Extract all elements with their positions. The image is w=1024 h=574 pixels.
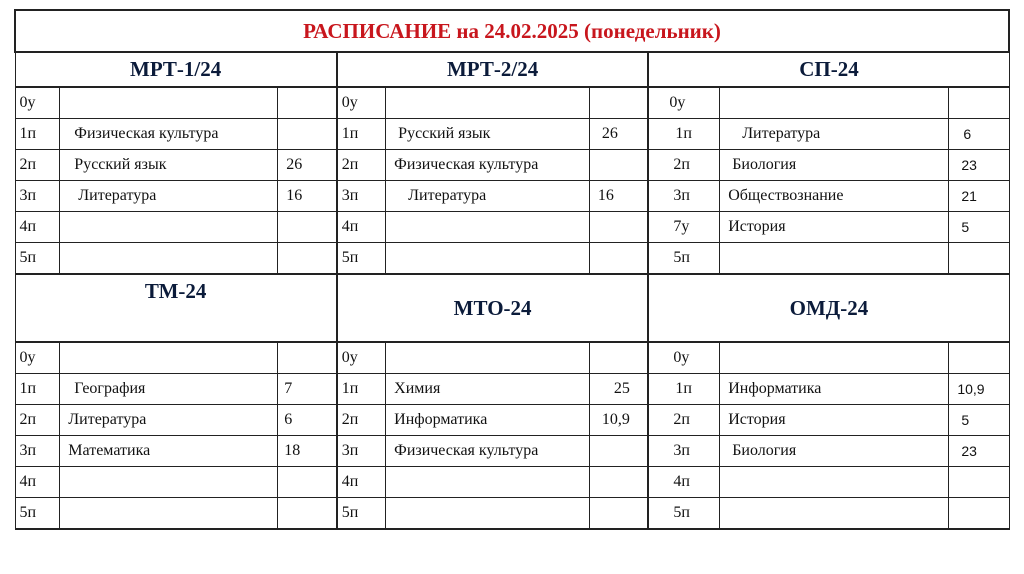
lesson-number: 1п <box>337 374 386 405</box>
room <box>589 150 648 181</box>
lesson-row <box>15 467 1009 498</box>
lesson-number: 4п <box>648 467 719 498</box>
room: 5 <box>949 212 1009 243</box>
lesson-number: 4п <box>337 212 386 243</box>
lesson-number: 4п <box>337 467 386 498</box>
schedule-sheet <box>14 9 1010 530</box>
schedule-table <box>14 9 1010 530</box>
subject: Литература <box>60 181 278 212</box>
room: 5 <box>949 405 1009 436</box>
subject <box>386 243 590 275</box>
subject <box>60 342 278 374</box>
room: 16 <box>278 181 337 212</box>
lesson-row <box>15 87 1009 119</box>
lesson-number: 2п <box>15 405 60 436</box>
room <box>949 87 1009 119</box>
lesson-number: 5п <box>15 243 60 275</box>
lesson-number: 2п <box>337 405 386 436</box>
lesson-number: 3п <box>648 181 719 212</box>
room: 7 <box>278 374 337 405</box>
subject <box>60 498 278 530</box>
room <box>278 243 337 275</box>
room: 23 <box>949 150 1009 181</box>
schedule-title: РАСПИСАНИЕ на 24.02.2025 (понедельник) <box>15 10 1009 52</box>
group-header: ОМД-24 <box>648 274 1009 342</box>
lesson-number: 0у <box>648 342 719 374</box>
subject: География <box>60 374 278 405</box>
lesson-number: 1п <box>15 119 60 150</box>
subject <box>386 467 590 498</box>
lesson-number: 1п <box>337 119 386 150</box>
lesson-number: 2п <box>337 150 386 181</box>
lesson-number: 5п <box>648 498 719 530</box>
group-header-row <box>15 274 1009 342</box>
room: 18 <box>278 436 337 467</box>
room <box>278 467 337 498</box>
subject: Физическая культура <box>386 150 590 181</box>
room <box>949 342 1009 374</box>
lesson-number: 2п <box>648 405 719 436</box>
group-header: МТО-24 <box>337 274 649 342</box>
room <box>278 498 337 530</box>
group-header: МРТ-1/24 <box>15 52 337 87</box>
subject <box>720 243 949 275</box>
subject: Информатика <box>386 405 590 436</box>
lesson-row <box>15 150 1009 181</box>
lesson-number: 1п <box>648 374 719 405</box>
lesson-number: 3п <box>337 436 386 467</box>
room: 16 <box>589 181 648 212</box>
lesson-number: 2п <box>648 150 719 181</box>
room <box>589 467 648 498</box>
room <box>589 436 648 467</box>
subject: Литература <box>720 119 949 150</box>
lesson-number: 5п <box>15 498 60 530</box>
subject: История <box>720 405 949 436</box>
subject <box>60 212 278 243</box>
lesson-row <box>15 436 1009 467</box>
room <box>589 212 648 243</box>
lesson-number: 5п <box>648 243 719 275</box>
room: 26 <box>278 150 337 181</box>
room <box>949 243 1009 275</box>
subject <box>720 342 949 374</box>
lesson-row <box>15 243 1009 275</box>
room <box>589 498 648 530</box>
subject <box>720 498 949 530</box>
lesson-number: 0у <box>15 87 60 119</box>
subject: Литература <box>386 181 590 212</box>
room: 10,9 <box>949 374 1009 405</box>
room: 6 <box>949 119 1009 150</box>
lesson-number: 3п <box>15 436 60 467</box>
subject: Биология <box>720 150 949 181</box>
subject <box>60 87 278 119</box>
lesson-row <box>15 119 1009 150</box>
lesson-number: 0у <box>648 87 719 119</box>
subject <box>720 87 949 119</box>
room <box>278 212 337 243</box>
lesson-row <box>15 374 1009 405</box>
group-header: СП-24 <box>648 52 1009 87</box>
subject <box>386 498 590 530</box>
room: 21 <box>949 181 1009 212</box>
lesson-row <box>15 212 1009 243</box>
room <box>278 119 337 150</box>
title-row <box>15 10 1009 52</box>
subject: Физическая культура <box>60 119 278 150</box>
room: 23 <box>949 436 1009 467</box>
subject: Обществознание <box>720 181 949 212</box>
subject: История <box>720 212 949 243</box>
lesson-number: 0у <box>15 342 60 374</box>
subject: Русский язык <box>60 150 278 181</box>
subject: Математика <box>60 436 278 467</box>
group-header: МРТ-2/24 <box>337 52 649 87</box>
group-header: ТМ-24 <box>15 274 337 342</box>
subject <box>720 467 949 498</box>
lesson-number: 7у <box>648 212 719 243</box>
room: 10,9 <box>589 405 648 436</box>
lesson-row <box>15 342 1009 374</box>
subject: Химия <box>386 374 590 405</box>
lesson-number: 1п <box>15 374 60 405</box>
lesson-number: 5п <box>337 243 386 275</box>
room: 26 <box>589 119 648 150</box>
lesson-number: 4п <box>15 467 60 498</box>
subject: Информатика <box>720 374 949 405</box>
lesson-row <box>15 405 1009 436</box>
room <box>278 87 337 119</box>
room <box>949 498 1009 530</box>
lesson-number: 3п <box>15 181 60 212</box>
lesson-number: 3п <box>337 181 386 212</box>
group-header-row <box>15 52 1009 87</box>
room <box>589 87 648 119</box>
room <box>949 467 1009 498</box>
room <box>589 243 648 275</box>
subject: Биология <box>720 436 949 467</box>
lesson-number: 0у <box>337 87 386 119</box>
subject: Русский язык <box>386 119 590 150</box>
lesson-row <box>15 181 1009 212</box>
subject <box>60 243 278 275</box>
room <box>278 342 337 374</box>
lesson-number: 3п <box>648 436 719 467</box>
subject <box>386 87 590 119</box>
subject <box>60 467 278 498</box>
lesson-number: 4п <box>15 212 60 243</box>
room <box>589 342 648 374</box>
lesson-row <box>15 498 1009 530</box>
lesson-number: 0у <box>337 342 386 374</box>
subject: Физическая культура <box>386 436 590 467</box>
subject <box>386 342 590 374</box>
room: 25 <box>589 374 648 405</box>
subject: Литература <box>60 405 278 436</box>
subject <box>386 212 590 243</box>
lesson-number: 1п <box>648 119 719 150</box>
lesson-number: 5п <box>337 498 386 530</box>
lesson-number: 2п <box>15 150 60 181</box>
room: 6 <box>278 405 337 436</box>
